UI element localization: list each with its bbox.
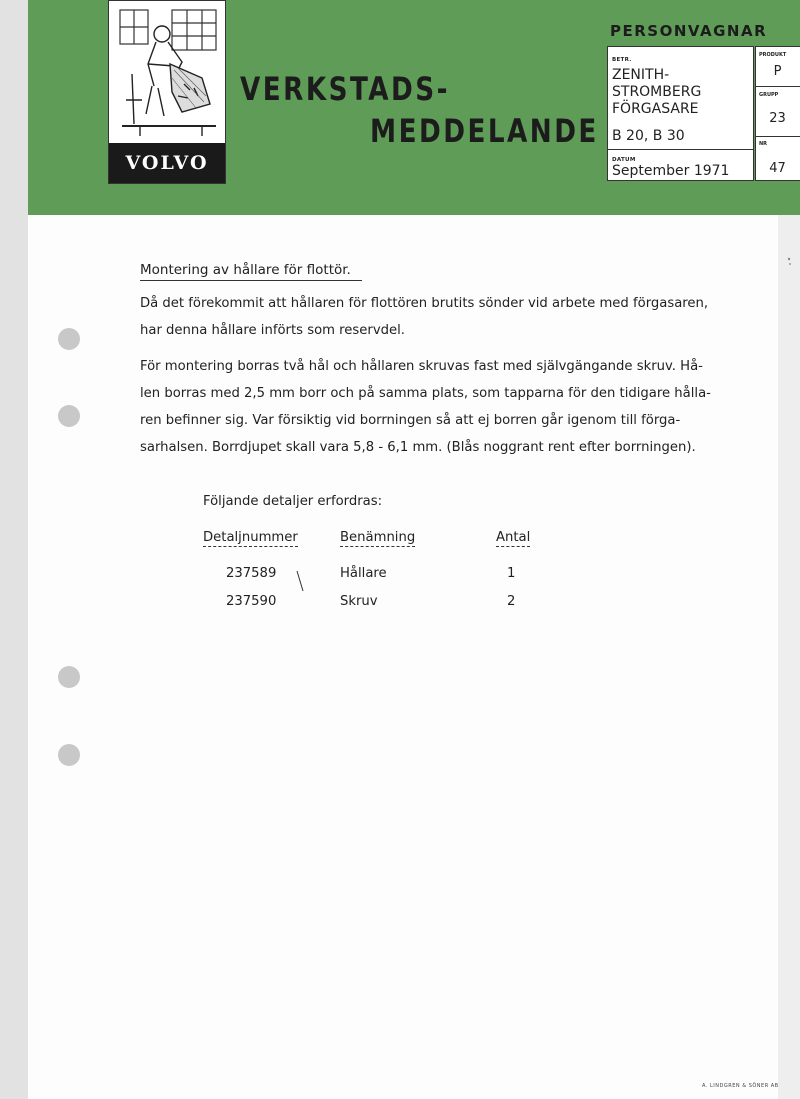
table-cell-quantity: 2 — [507, 594, 516, 609]
panel-divider — [607, 149, 753, 150]
page-edge-left — [0, 0, 30, 1099]
produkt-value: P — [773, 64, 782, 79]
column-header-benamning: Benämning — [340, 530, 416, 545]
grupp-label: GRUPP — [759, 92, 779, 98]
paragraph-1-line: Då det förekommit att hållaren för flottören brutits sönder vid arbete med förgasaren, — [140, 296, 709, 311]
grupp-value: 23 — [769, 111, 786, 126]
mechanic-illustration-icon — [112, 4, 222, 137]
punch-hole — [58, 744, 80, 766]
category-label: PERSONVAGNAR — [610, 22, 768, 40]
paragraph-1-line: har denna hållare införts som reservdel. — [140, 323, 405, 338]
heading-underline — [140, 280, 362, 281]
table-cell-name: Skruv — [340, 594, 378, 609]
betr-line-3: FÖRGASARE — [612, 101, 699, 117]
betr-line-1: ZENITH- — [612, 67, 670, 83]
punch-hole — [58, 666, 80, 688]
table-cell-part-number: 237589 — [226, 566, 277, 581]
title-line-1: VERKSTADS- — [240, 70, 451, 108]
nr-label: NR — [759, 141, 768, 147]
column-header-antal: Antal — [496, 530, 531, 545]
table-cell-part-number: 237590 — [226, 594, 277, 609]
section-heading: Montering av hållare för flottör. — [140, 262, 351, 278]
printer-imprint: A. LINDGREN & SÖNER AB — [702, 1083, 779, 1089]
table-cell-quantity: 1 — [507, 566, 516, 581]
table-cell-name: Hållare — [340, 566, 387, 581]
punch-hole — [58, 405, 80, 427]
paragraph-2-line: ren befinner sig. Var försiktig vid borrningen så att ej borren går igenom till förga- — [140, 413, 681, 428]
punch-hole — [58, 328, 80, 350]
mechanic-logo — [108, 0, 226, 184]
column-header-detaljnummer: Detaljnummer — [203, 530, 298, 545]
paragraph-2-line: För montering borras två hål och hållaren skruvas fast med självgängande skruv. Hå- — [140, 359, 703, 374]
produkt-label: PRODUKT — [759, 52, 787, 58]
datum-value: September 1971 — [612, 163, 730, 179]
parts-intro: Följande detaljer erfordras: — [203, 494, 383, 509]
smudge-mark — [786, 256, 792, 266]
betr-label: BETR. — [612, 57, 632, 63]
pen-mark — [296, 570, 304, 592]
code-separator-1 — [755, 86, 800, 87]
title-line-2: MEDDELANDE — [370, 112, 599, 150]
betr-line-2: STROMBERG — [612, 84, 702, 100]
betr-line-4: B 20, B 30 — [612, 128, 685, 144]
nr-value: 47 — [769, 161, 786, 176]
brand-label: VOLVO — [109, 143, 225, 183]
datum-label: DATUM — [612, 157, 636, 163]
paragraph-2-line: sarhalsen. Borrdjupet skall vara 5,8 - 6,1 mm. (Blås noggrant rent efter borrningen). — [140, 440, 696, 455]
code-separator-2 — [755, 136, 800, 137]
paragraph-2-line: len borras med 2,5 mm borr och på samma plats, som tapparna för den tidigare hålla- — [140, 386, 711, 401]
